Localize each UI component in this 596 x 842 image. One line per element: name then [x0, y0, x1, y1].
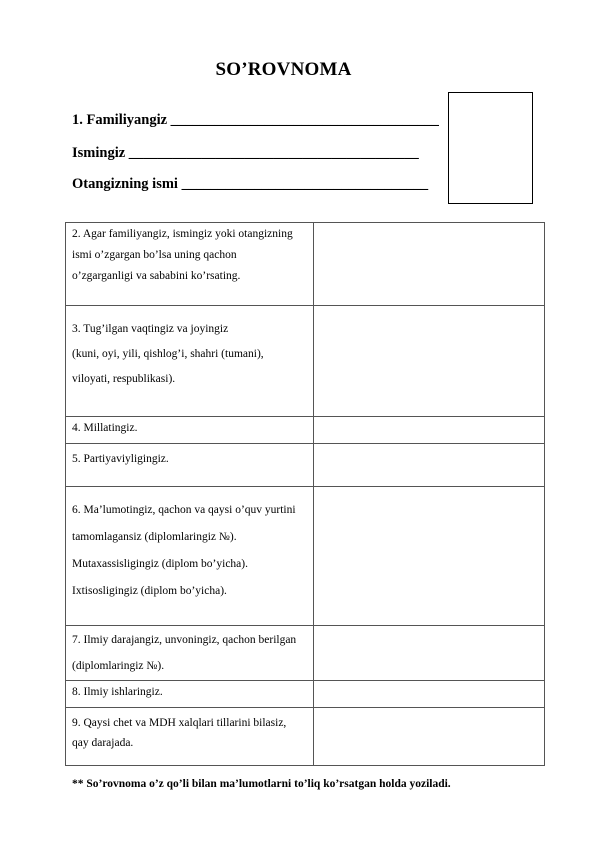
questionnaire-table [65, 222, 545, 766]
question-line: 6. Ma’lumotingiz, qachon va qaysi o’quv yurtini [72, 504, 296, 516]
surname-field[interactable]: 1. Familiyangiz _____________________________________ [72, 112, 439, 128]
table-row [66, 444, 545, 487]
question-cell [66, 681, 314, 708]
table-row [66, 708, 545, 766]
question-line: o’zgarganligi va sababini ko’rsating. [72, 270, 241, 282]
answer-cell[interactable] [314, 487, 545, 626]
question-line: 2. Agar familiyangiz, ismingiz yoki otangizning [72, 228, 293, 240]
question-line: viloyati, respublikasi). [72, 373, 176, 385]
patronymic-field[interactable]: Otangizning ismi __________________________________ [72, 176, 429, 192]
question-line: 4. Millatingiz. [72, 422, 138, 434]
question-line: 5. Partiyaviyligingiz. [72, 453, 169, 465]
question-cell [66, 306, 314, 417]
photo-placeholder [448, 92, 533, 204]
question-line: ismi o’zgargan bo’lsa uning qachon [72, 249, 237, 261]
footnote: ** So’rovnoma o’z qo’li bilan ma’lumotlarni to’liq ko’rsatgan holda yoziladi. [72, 778, 451, 790]
question-line: (kuni, oyi, yili, qishlog’i, shahri (tumani), [72, 348, 264, 360]
answer-cell[interactable] [314, 444, 545, 487]
question-line: Mutaxassisligingiz (diplom bo’yicha). [72, 558, 248, 570]
question-line: 8. Ilmiy ishlaringiz. [72, 686, 163, 698]
table-row [66, 681, 545, 708]
name-field[interactable]: Ismingiz ________________________________________ [72, 145, 419, 161]
question-cell [66, 223, 314, 306]
question-line: tamomlagansiz (diplomlaringiz №). [72, 531, 237, 543]
question-line: (diplomlaringiz №). [72, 660, 165, 672]
question-cell [66, 626, 314, 681]
question-line: 7. Ilmiy darajangiz, unvoningiz, qachon berilgan [72, 634, 297, 646]
answer-cell[interactable] [314, 417, 545, 444]
table-row [66, 417, 545, 444]
question-line: Ixtisosligingiz (diplom bo’yicha). [72, 585, 227, 597]
question-line: 3. Tug’ilgan vaqtingiz va joyingiz [72, 323, 229, 335]
table-row [66, 626, 545, 681]
answer-cell[interactable] [314, 626, 545, 681]
table-row [66, 487, 545, 626]
question-cell [66, 487, 314, 626]
answer-cell[interactable] [314, 708, 545, 766]
table-row [66, 223, 545, 306]
question-cell [66, 417, 314, 444]
answer-cell[interactable] [314, 681, 545, 708]
page-title: SO’ROVNOMA [215, 59, 352, 80]
answer-cell[interactable] [314, 223, 545, 306]
question-cell [66, 444, 314, 487]
table-row [66, 306, 545, 417]
question-line: qay darajada. [72, 737, 134, 749]
question-cell [66, 708, 314, 766]
question-line: 9. Qaysi chet va MDH xalqlari tillarini bilasiz, [72, 717, 287, 729]
answer-cell[interactable] [314, 306, 545, 417]
